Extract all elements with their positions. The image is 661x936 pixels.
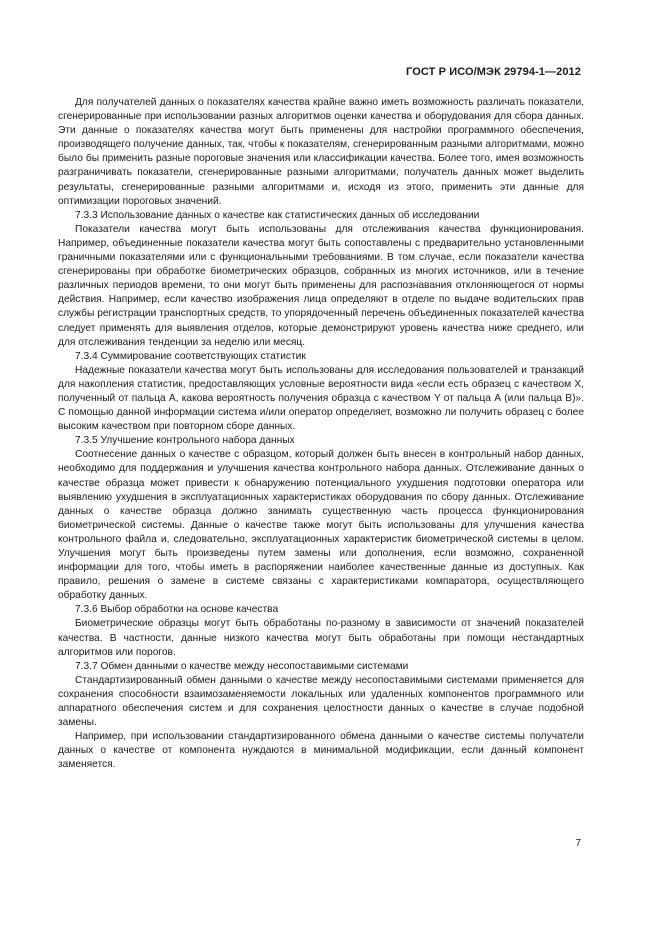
- paragraph: Для получателей данных о показателях качества крайне важно иметь возможность различать показатели, сгенерированные при использовании разных алгоритмов оценки качества и оборудования для сбора данных. Эти данные о показателях качества могут быть применены для настройки программного обеспечения, производящего получение данных, так, чтобы к показателям, сгенерированным разными алгоритмами, можно было бы применить разные пороговые значения или классификации качества. Более того, имея возможность разграничивать показатели, сгенерированные разными алгоритмами, получатель данных может выделить результаты, сгенерированные разными алгоритмами и, исходя из этого, применить эти данные для оптимизации пороговых значений.: [58, 97, 584, 207]
- subsection-heading: 7.3.6 Выбор обработки на основе качества: [75, 604, 279, 616]
- paragraph: Соотнесение данных о качестве с образцом, который должен быть внесен в контрольный набор данных, необходимо для поддержания и улучшения качества контрольного набора данных. Отслеживание данных о качестве образца может привести к обнаружению потенциального ухудшения подготовки оператора или выявлению ухудшения в эксплуатационных характеристиках оборудования по сбору данных. Отслеживание данных о качестве образца должно занимать существенную часть процесса функционирования биометрической системы. Данные о качестве также могут быть использованы для улучшения качества контрольного файла и, следовательно, эксплуатационных характеристик биометрической системы в целом. Улучшения могут быть произведены путем замены или дополнения, если возможно, сохраненной информации для того, чтобы иметь в распоряжении наиболее качественные данные из доступных. Как правило, решения о замене в системе связаны с характеристиками компаратора, осуществляющего обработку данных.: [58, 449, 584, 602]
- subsection-heading: 7.3.3 Использование данных о качестве как статистических данных об исследовании: [75, 209, 480, 221]
- paragraph: Биометрические образцы могут быть обработаны по-разному в зависимости от значений показателей качества. В частности, данные низкого качества могут быть обработаны при помощи нестандартных алгоритмов или порогов.: [58, 618, 584, 658]
- page-number: 7: [575, 838, 581, 849]
- subsection-heading: 7.3.4 Суммирование соответствующих статистик: [75, 350, 306, 362]
- document-body: [58, 96, 584, 773]
- document-code-header: ГОСТ Р ИСО/МЭК 29794-1—2012: [406, 66, 581, 78]
- paragraph: Надежные показатели качества могут быть использованы для исследования пользователей и транзакций для накопления статистик, предоставляющих условные вероятности вида «если есть образец с качеством X, полученный от пальца А, какова вероятность получения образца с качеством Y от пальца А (или пальца В)». С помощью данной информации система и/или оператор определяет, возможно ли получить образец с более высоким качеством при повторном сборе данных.: [58, 364, 584, 433]
- paragraph: Стандартизированный обмен данными о качестве между несопоставимыми системами применяется для сохранения способности взаимозаменяемости локальных или удаленных компонентов программного или аппаратного обеспечения систем и для сохранения целостности данных о качестве в случае подобной замены.: [58, 674, 584, 729]
- paragraph: Например, при использовании стандартизированного обмена данными о качестве системы получатели данных о качестве от компонента нуждаются в минимальной модификации, если данный компонент заменяется.: [58, 731, 584, 771]
- subsection-heading: 7.3.5 Улучшение контрольного набора данных: [75, 435, 295, 447]
- subsection-heading: 7.3.7 Обмен данными о качестве между несопоставимыми системами: [75, 660, 409, 672]
- paragraph: Показатели качества могут быть использованы для отслеживания качества функционирования. Например, объединенные показатели качества могут быть сопоставлены с предварительно установленными граничными показателями или с функциональными требованиями. В том случае, если показатели качества сгенерированы при обработке биометрических образцов, собранных из многих источников, или в течение различных периодов времени, то они могут быть применены для распознавания отклоняющегося от нормы действия. Например, если качество изображения лица определяют в отделе по выдаче водительских прав службы регистрации транспортных средств, то упорядоченный перечень объединенных показателей качества следует применять для выявления отделов, которые демонстрируют уровень качества ниже среднего, или для отслеживания тенденции за неделю или месяц.: [58, 223, 584, 348]
